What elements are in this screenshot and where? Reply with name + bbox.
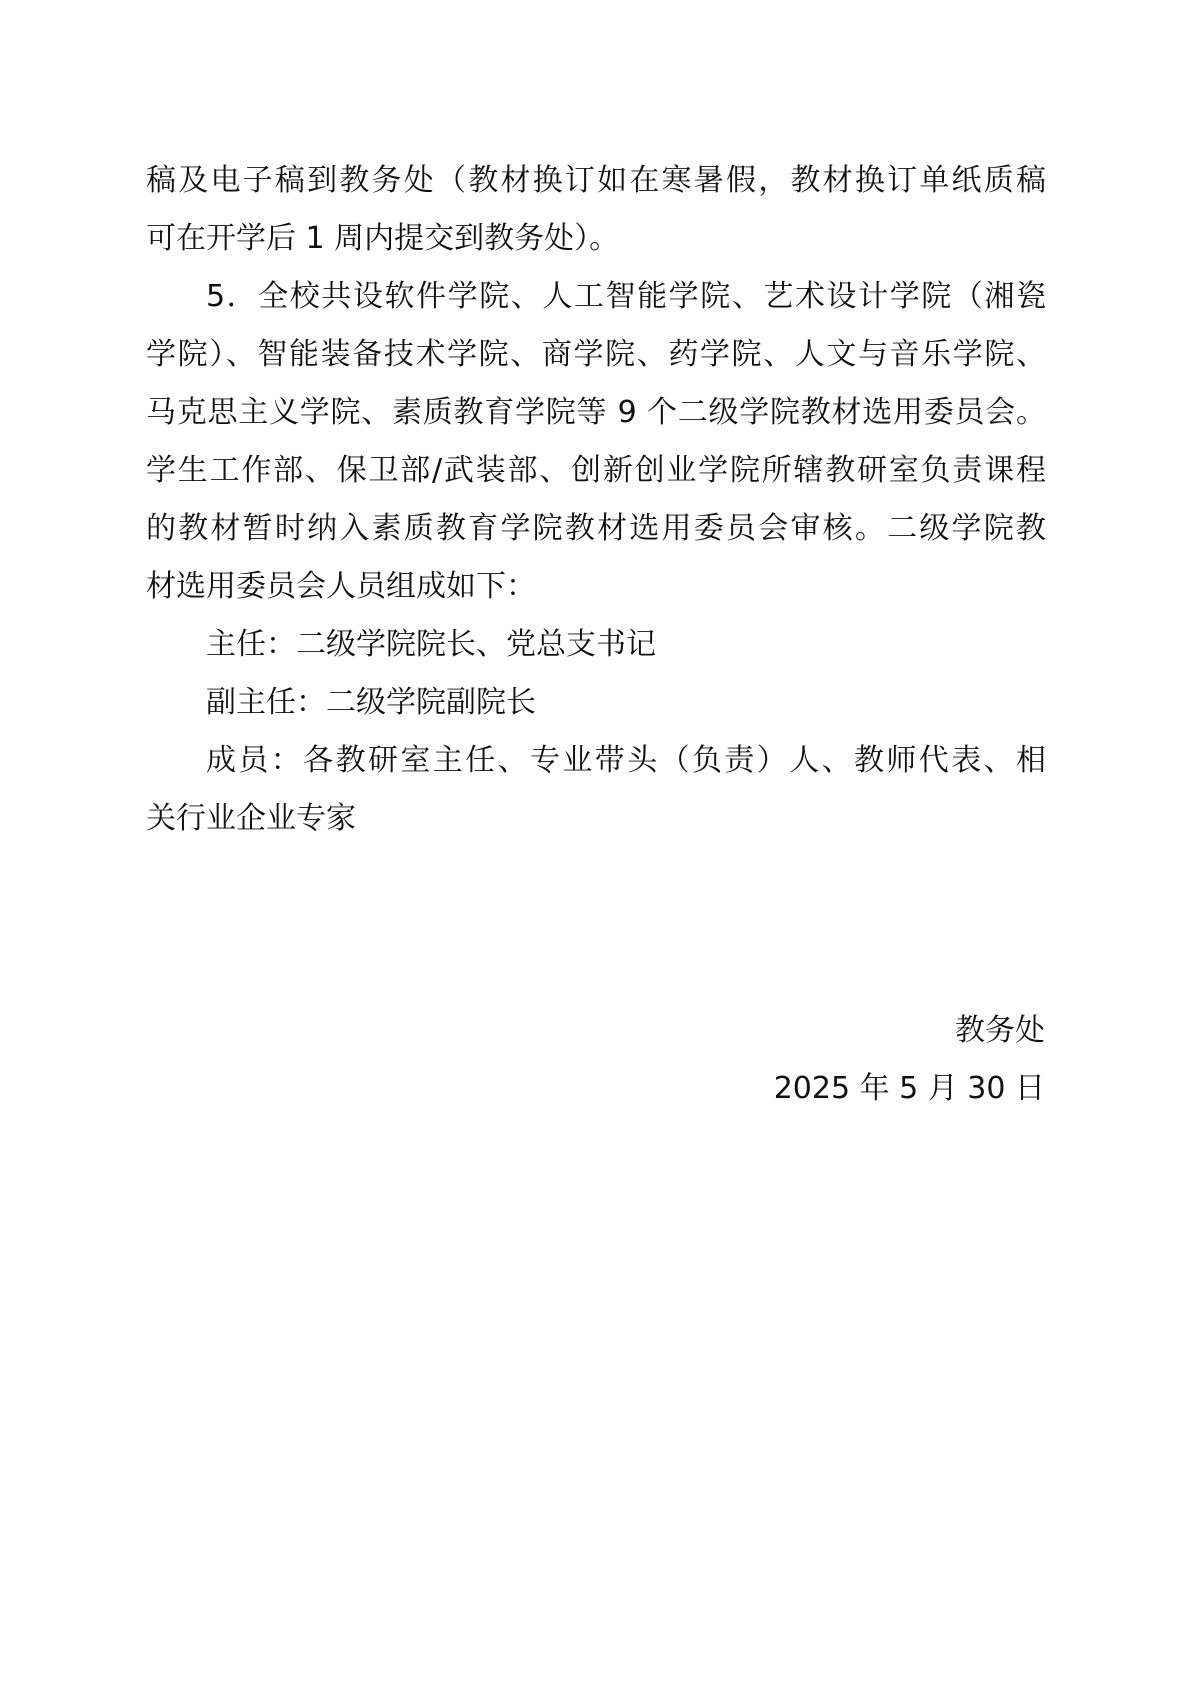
text-line: 成员：各教研室主任、专业带头（负责）人、教师代表、相 <box>206 743 1046 778</box>
director-line: 主任：二级学院院长、党总支书记 <box>206 627 656 662</box>
issuer-name: 教务处 <box>955 1013 1045 1048</box>
paragraph-continuation <box>146 152 1046 268</box>
text-line: 稿及电子稿到教务处（教材换订如在寒暑假，教材换订单纸质稿 <box>146 163 1046 198</box>
deputy-director-line: 副主任：二级学院副院长 <box>206 685 536 720</box>
text-line: 的教材暂时纳入素质教育学院教材选用委员会审核。二级学院教 <box>146 511 1046 546</box>
text-line: 马克思主义学院、素质教育学院等 9 个二级学院教材选用委员会。 <box>146 395 1046 430</box>
text-line: 材选用委员会人员组成如下： <box>146 569 536 604</box>
text-line: 学生工作部、保卫部/武装部、创新创业学院所辖教研室负责课程 <box>146 453 1046 488</box>
paragraph-item-5 <box>146 268 1046 616</box>
document-body <box>146 152 1046 848</box>
signature-block <box>774 1002 1045 1118</box>
text-line: 学院）、智能装备技术学院、商学院、药学院、人文与音乐学院、 <box>146 337 1046 372</box>
members-paragraph <box>146 732 1046 848</box>
text-line: 关行业企业专家 <box>146 801 356 836</box>
text-line: 5．全校共设软件学院、人工智能学院、艺术设计学院（湘瓷 <box>206 279 1046 314</box>
text-line: 可在开学后 1 周内提交到教务处）。 <box>146 221 620 256</box>
issue-date: 2025 年 5 月 30 日 <box>773 1071 1045 1106</box>
